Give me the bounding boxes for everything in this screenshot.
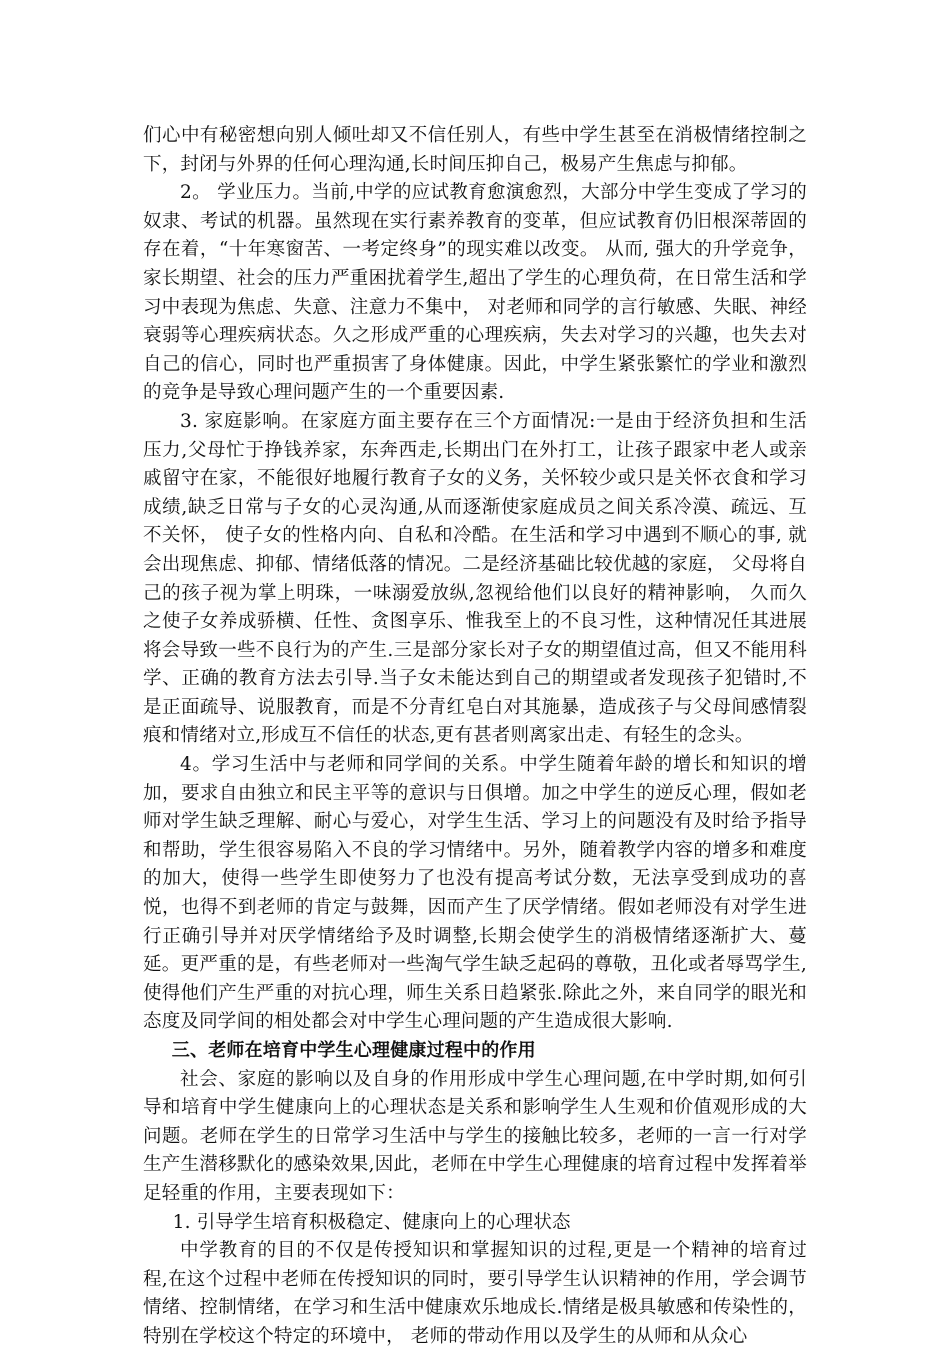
paragraph-family-influence: 3. 家庭影响。在家庭方面主要存在三个方面情况:一是由于经济负担和生活压力,父母忙于挣钱养家，东奔西走,长期出门在外打工，让孩子跟家中老人或亲戚留守在家，不能很好地履行教育子女的义务，关怀较少或只是关怀衣食和学习成绩,缺乏日常与子女的心灵沟通,从而逐渐使家庭成员之间关系冷漠、疏远、互不关怀， 使子女的性格内向、自私和冷酷。在生活和学习中遇到不顺心的事, 就会出现焦虑、抑郁、情绪低落的情况。二是经济基础比较优越的家庭， 父母将自己的孩子视为掌上明珠，一味溺爱放纵,忽视给他们以良好的精神影响， 久而久之使子女养成骄横、任性、贪图享乐、惟我至上的不良习性，这种情况任其进展将会导致一些不良行为的产生.三是部分家长对子女的期望值过高，但又不能用科学、正确的教育方法去引导.当子女未能达到自己的期望或者发现孩子犯错时,不是正面疏导、说服教育，而是不分青红皂白对其施暴，造成孩子与父母间感情裂痕和情绪对立,形成互不信任的状态,更有甚者则离家出走、有轻生的念头。 <box>143 410 807 747</box>
paragraph-education-purpose: 中学教育的目的不仅是传授知识和掌握知识的过程,更是一个精神的培育过程,在这个过程中老师在传授知识的同时，要引导学生认识精神的作用，学会调节情绪、控制情绪，在学习和生活中健康欢乐地成长.情绪是极具敏感和传染性的，特别在学校这个特定的环境中， 老师的带动作用以及学生的从师和从众心 <box>143 1240 807 1347</box>
paragraph-teacher-classmate-relations: 4。学习生活中与老师和同学间的关系。中学生随着年龄的增长和知识的增加，要求自由独立和民主平等的意识与日俱增。加之中学生的逆反心理，假如老师对学生缺乏理解、耐心与爱心，对学生生活、学习上的问题没有及时给予指导和帮助，学生很容易陷入不良的学习情绪中。另外，随着教学内容的增多和难度的加大，使得一些学生即使努力了也没有提高考试分数，无法享受到成功的喜悦，也得不到老师的肯定与鼓舞，因而产生了厌学情绪。假如老师没有对学生进行正确引导并对厌学情绪给予及时调整,长期会使学生的消极情绪逐渐扩大、蔓延。更严重的是，有些老师对一些淘气学生缺乏起码的尊敬，丑化或者辱骂学生,使得他们产生严重的对抗心理，师生关系日趋紧张.除此之外，来自同学的眼光和态度及同学间的相处都会对中学生心理问题的产生造成很大影响. <box>143 754 807 1033</box>
section-heading-teacher-role: 三、老师在培育中学生心理健康过程中的作用 <box>171 1040 536 1061</box>
document-body <box>143 122 807 1352</box>
paragraph-continuation: 们心中有秘密想向别人倾吐却又不信任别人，有些中学生甚至在消极情绪控制之下，封闭与外界的任何心理沟通,长时间压抑自己，极易产生焦虑与抑郁。 <box>143 125 807 175</box>
paragraph-teacher-role-intro: 社会、家庭的影响以及自身的作用形成中学生心理问题,在中学时期,如何引导和培育中学生健康向上的心理状态是关系和影响学生人生观和价值观形成的大问题。老师在学生的日常学习生活中与学生的接触比较多，老师的一言一行对学生产生潜移默化的感染效果,因此，老师在中学生心理健康的培育过程中发挥着举足轻重的作用，主要表现如下： <box>143 1068 807 1204</box>
paragraph-academic-pressure: 2。 学业压力。当前,中学的应试教育愈演愈烈，大部分中学生变成了学习的奴隶、考试的机器。虽然现在实行素养教育的变革，但应试教育仍旧根深蒂固的存在着，“十年寒窗苦、一考定终身”的现实难以改变。 从而, 强大的升学竞争， 家长期望、社会的压力严重困扰着学生,超出了学生的心理负荷，在日常生活和学习中表现为焦虑、失意、注意力不集中， 对老师和同学的言行敏感、失眠、神经衰弱等心理疾病状态。久之形成严重的心理疾病，失去对学习的兴趣，也失去对自己的信心，同时也严重损害了身体健康。因此，中学生紧张繁忙的学业和激烈的竞争是导致心理问题产生的一个重要因素. <box>143 182 807 404</box>
subheading-guide-students: 1. 引导学生培育积极稳定、健康向上的心理状态 <box>172 1211 571 1233</box>
